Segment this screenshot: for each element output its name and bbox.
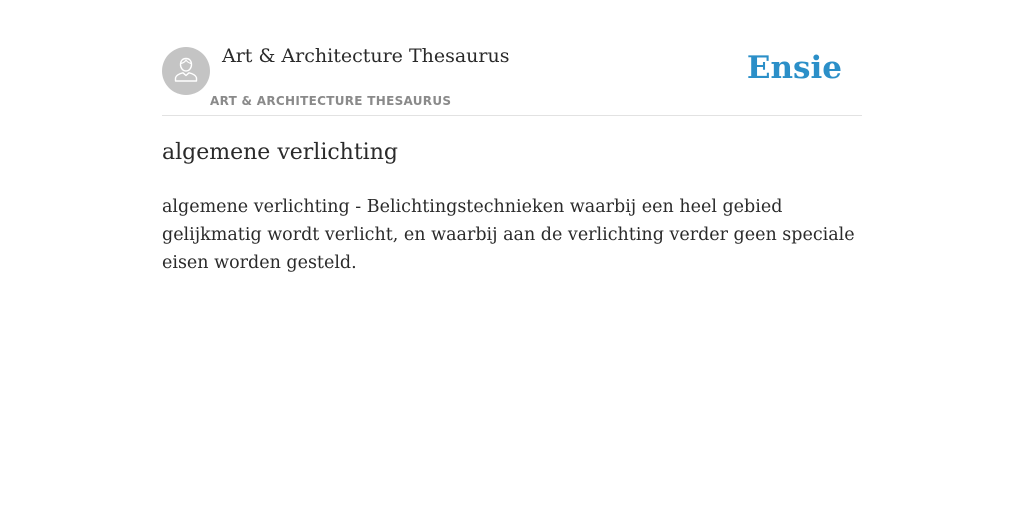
author-source-label[interactable]: ART & ARCHITECTURE THESAURUS [210, 94, 452, 108]
entry-definition-text: algemene verlichting - Belichtingstechnieken waarbij een heel gebied gelijkmatig wordt verlicht, en waarbij aan de verlichting verder geen speciale eisen worden gesteld. [162, 197, 855, 273]
entry-term-title: algemene verlichting [162, 140, 398, 165]
author-name-link[interactable]: Art & Architecture Thesaurus [222, 45, 510, 67]
user-avatar-icon [171, 54, 201, 89]
content-container [162, 0, 862, 273]
author-avatar[interactable] [162, 47, 210, 95]
entry-header [162, 0, 862, 116]
ensie-logo[interactable]: Ensie [746, 50, 842, 86]
